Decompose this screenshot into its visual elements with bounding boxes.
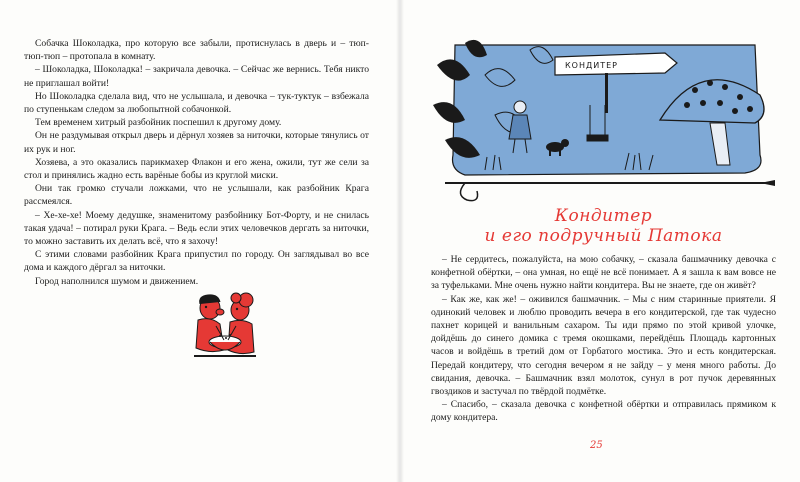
couple-eating-illustration	[190, 290, 260, 365]
left-paragraph-1: Собачка Шоколадка, про которую все забыли, протиснулась в дверь и – тюп-тюп-тюп – протопала в комнату.	[24, 38, 369, 63]
right-paragraph-3: – Спасибо, – сказала девочка с конфетной обёртки и отправилась прямиком к дому кондитера.	[431, 399, 776, 424]
left-paragraph-9: С этими словами разбойник Крага припустил по городу. Он заглядывал во все дома и каждого дёргал за ниточки.	[24, 249, 369, 274]
right-paragraph-1: – Не сердитесь, пожалуйста, на мою собачку, – сказала башмачнику девочка с конфетной обёртки, – она умная, но ещё не всё понимает. А я зашла к вам вовсе не за туфельками. Мне очень нужно найти кондитера. Вы не знаете, где он живёт?	[431, 254, 776, 292]
left-paragraph-10: Город наполнился шумом и движением.	[35, 275, 199, 287]
left-paragraph-2: – Шоколадка, Шоколадка! – закричала девочка. – Сейчас же вернись. Тебя никто не приглашал войти!	[24, 64, 369, 89]
sign-text: КОНДИТЕР	[565, 61, 618, 70]
chapter-title-line-2: и его подручный Патока	[484, 226, 723, 246]
left-paragraph-7: Они так громко стучали ложками, что не услышали, как разбойник Крага рассмеялся.	[24, 183, 369, 208]
confectioner-sign	[555, 53, 677, 75]
left-paragraph-8: – Хе-хе-хе! Моему дедушке, знаменитому разбойнику Бот-Форту, и не снилась такая удача! – потирал руки Крага. – Ведь если этих человечков дергать за ниточки, то можно заставить их делать всё, что я захочу!	[24, 209, 369, 248]
book-gutter	[396, 0, 404, 482]
left-paragraph-4: Тем временем хитрый разбойник поспешил к другому дому.	[35, 117, 282, 129]
left-paragraph-6: Хозяева, а это оказались парикмахер Флакон и его жена, ожили, тут же сели за стол и принялись жадно есть варёные бобы из круглой миски.	[24, 156, 369, 182]
right-page-text	[431, 253, 776, 425]
left-page-text	[24, 37, 369, 288]
chapter-title-line-1: Кондитер	[554, 206, 653, 226]
page-number: 25	[590, 440, 603, 451]
left-paragraph-5: Он не раздумывая открыл дверь и дёрнул хозяев за ниточки, которые тянулись от их рук и ног.	[24, 130, 369, 155]
left-paragraph-3: Но Шоколадка сделала вид, что не услышала, и девочка – тук-туктук – взбежала по ступенькам следом за любопытной собачонкой.	[24, 90, 369, 116]
right-paragraph-2: – Как же, как же! – оживился башмачник. – Мы с ним старинные приятели. Я одинокий человек и люблю проводить вечера в его кондитерской, где так чудесно пахнет корицей и ванильным сахаром. Ты иди прямо по этой кривой улочке, дойдёшь до синего домика с тремя окошками, перейдёшь Площадь картонных часов и войдёшь в третий дом от Горбатого мостика. Это и есть кондитерская. Передай кондитеру, что сегодня вечером я не зайду – у меня много работы. До свидания, девочка. – Башмачник взял молоток, сунул в рот пучок деревянных гвоздиков и застучал по твёрдой подмётке.	[431, 293, 776, 398]
chapter-title	[431, 206, 776, 246]
confectioner-street-illustration	[425, 35, 780, 205]
